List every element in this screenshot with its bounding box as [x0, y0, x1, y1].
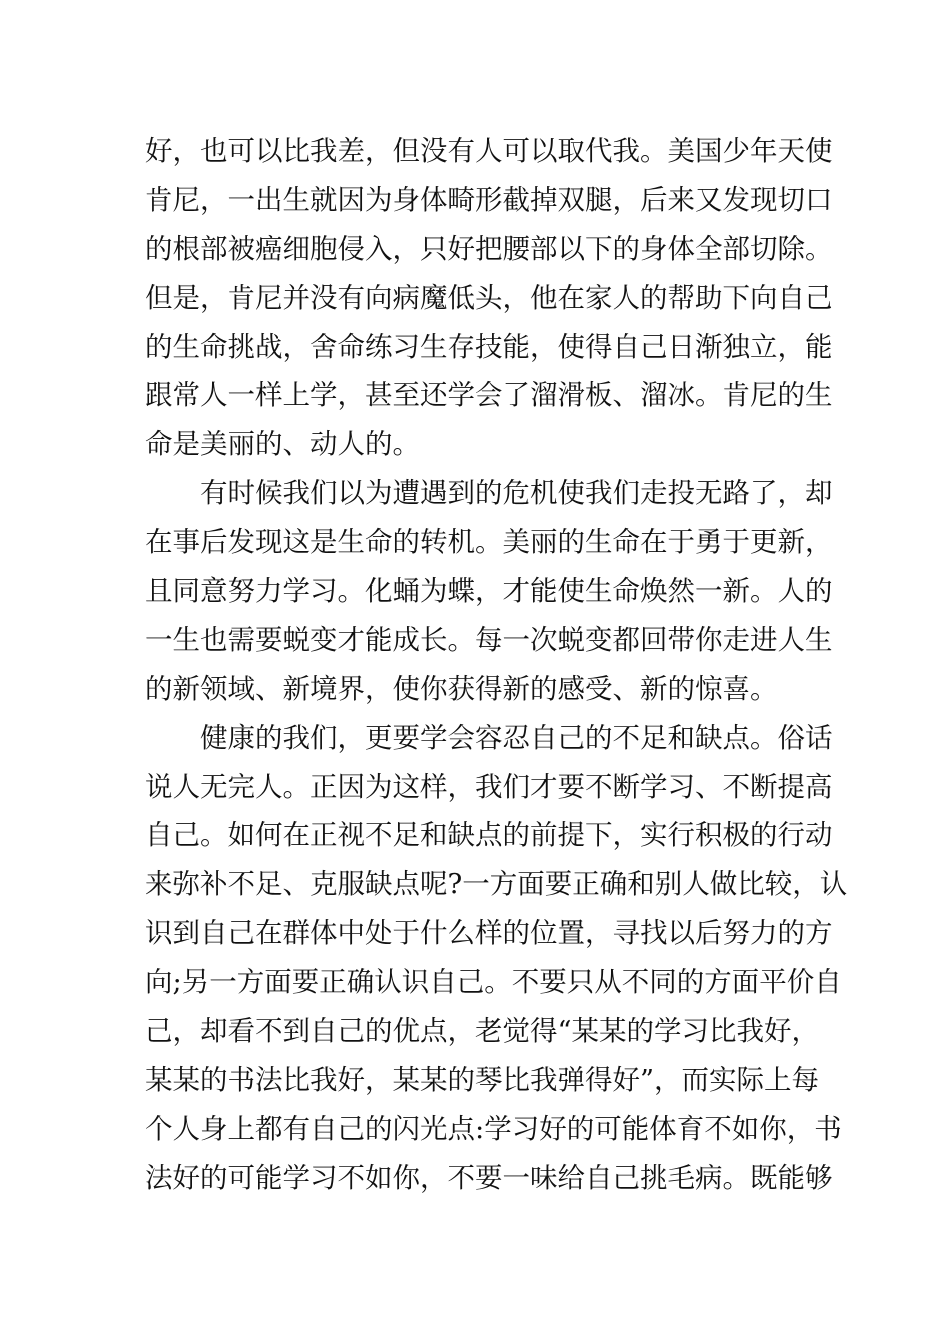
text-line: 但是，肯尼并没有向病魔低头，他在家人的帮助下向自己: [145, 281, 833, 314]
text-line: 健康的我们，更要学会容忍自己的不足和缺点。俗话: [200, 721, 833, 754]
text-line: 跟常人一样上学，甚至还学会了溜滑板、溜冰。肯尼的生: [145, 379, 833, 412]
text-line: 且同意努力学习。化蛹为蝶，才能使生命焕然一新。人的: [145, 575, 833, 608]
text-line: 向;另一方面要正确认识自己。不要只从不同的方面平价自: [145, 966, 842, 999]
text-line: 有时候我们以为遭遇到的危机使我们走投无路了，却: [200, 477, 833, 510]
paragraph-3: [145, 714, 848, 1203]
text-line: 己，却看不到自己的优点，老觉得“某某的学习比我好，: [145, 1015, 820, 1048]
text-line: 的根部被癌细胞侵入，只好把腰部以下的身体全部切除。: [145, 232, 833, 265]
text-line: 命是美丽的、动人的。: [145, 428, 420, 461]
paragraph-1: [145, 127, 833, 469]
text-line: 自己。如何在正视不足和缺点的前提下，实行积极的行动: [145, 819, 833, 852]
text-line: 某某的书法比我好，某某的琴比我弹得好”，而实际上每: [145, 1063, 820, 1096]
text-line: 肯尼，一出生就因为身体畸形截掉双腿，后来又发现切口: [145, 183, 833, 216]
text-line: 个人身上都有自己的闪光点:学习好的可能体育不如你，书: [145, 1112, 842, 1145]
text-line: 好，也可以比我差，但没有人可以取代我。美国少年天使: [145, 135, 833, 167]
text-line: 识到自己在群体中处于什么样的位置，寻找以后努力的方: [145, 917, 833, 950]
text-line: 的新领域、新境界，使你获得新的感受、新的惊喜。: [145, 672, 778, 705]
document-body: [145, 127, 848, 1203]
text-line: 法好的可能学习不如你，不要一味给自己挑毛病。既能够: [145, 1161, 833, 1194]
paragraph-2: [145, 469, 833, 713]
text-line: 在事后发现这是生命的转机。美丽的生命在于勇于更新，: [145, 526, 833, 559]
text-line: 说人无完人。正因为这样，我们才要不断学习、不断提高: [145, 770, 833, 803]
text-line: 一生也需要蜕变才能成长。每一次蜕变都回带你走进人生: [145, 623, 833, 656]
text-line: 来弥补不足、克服缺点呢?一方面要正确和别人做比较，认: [145, 868, 848, 901]
text-line: 的生命挑战，舍命练习生存技能，使得自己日渐独立，能: [145, 330, 833, 363]
